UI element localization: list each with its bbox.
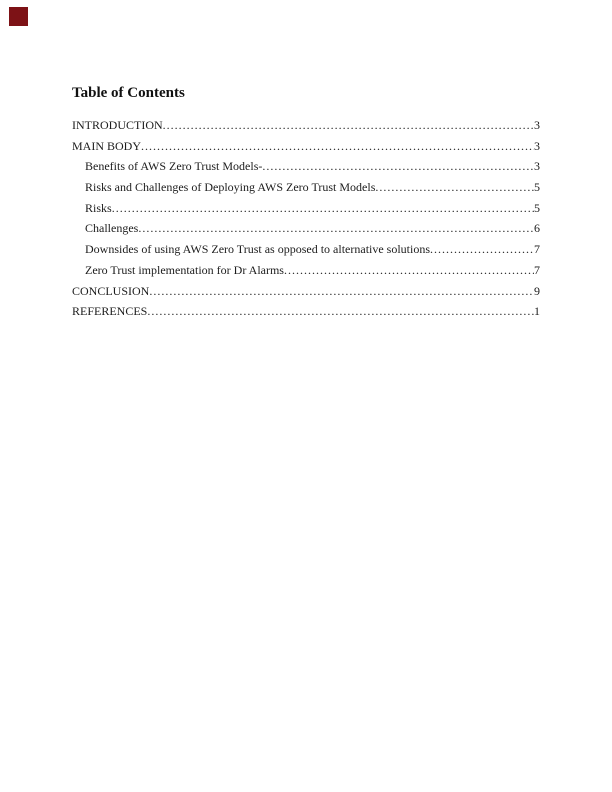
toc-entry-risks-and-challenges[interactable] <box>72 177 540 198</box>
dot-leader <box>141 136 534 157</box>
toc-entry-label: REFERENCES <box>72 304 148 319</box>
toc-entry-downsides[interactable] <box>72 239 540 260</box>
page-content <box>72 84 540 322</box>
toc-entry-label: Zero Trust implementation for Dr Alarms <box>85 262 284 277</box>
toc-page-number: 3 <box>534 138 540 153</box>
toc-entry-label: Risks and Challenges of Deploying AWS Zero Trust Models <box>85 180 376 195</box>
dot-leader <box>284 260 534 281</box>
dot-leader <box>112 198 534 219</box>
toc-page-number: 5 <box>534 180 540 195</box>
toc-page-number: 1 <box>534 304 540 319</box>
dot-leader <box>149 281 534 302</box>
toc-page-number: 7 <box>534 242 540 257</box>
toc-entry-references[interactable] <box>72 301 540 322</box>
toc-entry-label: Challenges <box>85 221 139 236</box>
dot-leader <box>375 177 534 198</box>
dot-leader <box>430 239 534 260</box>
toc-page-number: 7 <box>534 262 540 277</box>
brand-logo-square-icon <box>9 7 28 26</box>
toc-entry-introduction[interactable] <box>72 115 540 136</box>
toc-entry-benefits[interactable] <box>72 156 540 177</box>
dot-leader <box>147 301 534 322</box>
toc-entry-label: CONCLUSION <box>72 283 150 298</box>
toc-entry-label: Downsides of using AWS Zero Trust as opposed to alternative solutions <box>85 242 431 257</box>
toc-entry-label: Benefits of AWS Zero Trust Models- <box>85 159 263 174</box>
table-of-contents <box>72 115 540 322</box>
toc-entry-label: INTRODUCTION <box>72 118 163 132</box>
toc-entry-label: Risks <box>85 200 112 215</box>
dot-leader <box>163 115 534 136</box>
toc-page-number: 3 <box>534 118 540 132</box>
page-title: Table of Contents <box>72 85 185 101</box>
toc-page-number: 5 <box>534 200 540 215</box>
toc-page-number: 6 <box>534 221 540 236</box>
dot-leader <box>138 218 534 239</box>
toc-entry-main-body[interactable] <box>72 136 540 157</box>
toc-entry-conclusion[interactable] <box>72 281 540 302</box>
toc-page-number: 3 <box>534 159 540 174</box>
toc-entry-label: MAIN BODY <box>72 138 141 153</box>
dot-leader <box>262 156 534 177</box>
toc-page-number: 9 <box>534 283 540 298</box>
toc-entry-risks[interactable] <box>72 198 540 219</box>
toc-entry-challenges[interactable] <box>72 218 540 239</box>
toc-entry-zero-trust-implementation[interactable] <box>72 260 540 281</box>
